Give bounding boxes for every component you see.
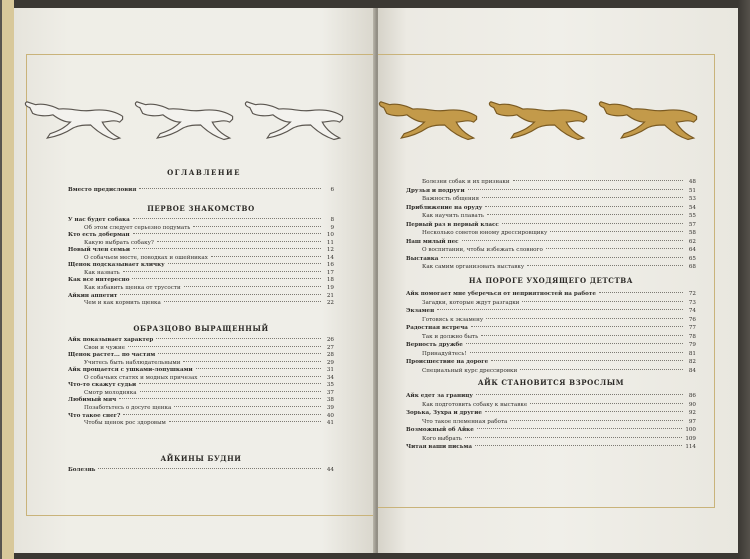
dot-leader <box>200 375 321 377</box>
toc-entry-title: Как самим организовать выставку <box>422 264 525 270</box>
dot-leader <box>196 367 321 369</box>
toc-row <box>406 255 696 263</box>
toc-entry-title: Смотр молодняка <box>84 389 137 396</box>
dot-leader <box>520 368 683 370</box>
left-page <box>14 8 376 553</box>
dot-leader <box>487 213 683 215</box>
dot-leader <box>128 345 321 347</box>
toc-entry-page: 16 <box>326 262 334 269</box>
dot-leader <box>132 277 321 279</box>
toc-row <box>422 350 696 358</box>
dot-leader <box>550 230 683 232</box>
toc-entry-page: 12 <box>326 247 334 254</box>
dot-leader <box>123 270 321 272</box>
dot-leader <box>157 240 321 242</box>
dot-leader <box>123 413 321 415</box>
toc-row <box>406 324 696 332</box>
dot-leader <box>133 232 321 234</box>
toc-entry-page: 77 <box>688 325 696 331</box>
toc-entry-title: Происшествие на дороге <box>406 359 489 365</box>
toc-entry-page: 17 <box>326 269 334 276</box>
dot-leader <box>462 239 683 241</box>
dot-leader <box>522 300 683 302</box>
toc-entry-title: Радостная встреча <box>406 325 468 331</box>
toc-entry-title: Новый член семьи <box>68 247 131 254</box>
dot-leader <box>139 187 321 189</box>
toc-entry-page: 57 <box>688 221 696 228</box>
toc-entry-page: 31 <box>326 367 334 374</box>
toc-entry-page: 11 <box>326 239 334 246</box>
dot-leader <box>441 256 683 258</box>
toc-entry-title: Несколько советов юному дрессировщику <box>422 230 548 236</box>
toc-entry-title: О воспитании, чтобы избежать словного <box>422 247 543 253</box>
toc-entry-title: Так и должно быть <box>422 333 479 340</box>
toc-row <box>406 358 696 366</box>
toc-entry-title: Чем и как кормить щенка <box>84 300 161 307</box>
toc-entry-page: 19 <box>326 284 334 291</box>
toc-entry-title: Важность общения <box>422 196 479 202</box>
toc-entry-page: 22 <box>326 300 334 307</box>
toc-row <box>422 246 696 254</box>
toc-entry-title: Кто есть доберман <box>68 232 130 239</box>
toc-row <box>84 419 334 427</box>
toc-entry-title: Зорька, Зухра и другие <box>406 410 482 416</box>
toc-title: ОГЛАВЛЕНИЕ <box>167 168 241 177</box>
dot-leader <box>465 436 683 438</box>
toc-entry-title: Об этом следует серьезно подумать <box>84 224 191 231</box>
dot-leader <box>174 405 321 407</box>
greyhound-frieze-right <box>378 90 738 142</box>
toc-entry-title: Айк помогает мне уберечься от неприятностей на работе <box>406 291 596 297</box>
toc-entry-title: Айк прощается с ушками-лопушками <box>68 367 193 374</box>
toc-entry-page: 86 <box>688 393 696 399</box>
toc-row <box>422 333 696 341</box>
dot-leader <box>485 410 683 412</box>
greyhound-right-3 <box>599 102 696 140</box>
dot-leader <box>168 262 321 264</box>
toc-entry-page: 10 <box>326 232 334 239</box>
toc-entry-title: Экзамен <box>406 308 435 314</box>
dot-leader <box>475 444 682 446</box>
toc-entry-page: 34 <box>326 374 334 381</box>
toc-entry-page: 62 <box>688 238 696 245</box>
toc-entry-title: Что такое снег? <box>68 412 121 419</box>
toc-entry-title: Друзья и подруги <box>406 187 465 194</box>
toc-entry-page: 27 <box>326 344 334 351</box>
toc-entry-page: 26 <box>326 337 334 343</box>
toc-entry-page: 54 <box>688 204 696 211</box>
toc-entry-page: 9 <box>330 224 334 231</box>
toc-row <box>422 229 696 237</box>
dot-leader <box>211 255 321 257</box>
toc-entry-page: 78 <box>688 333 696 340</box>
toc-section-heading: ПЕРВОЕ ЗНАКОМСТВО <box>147 204 255 213</box>
toc-entry-title: Вместо предисловия <box>68 187 137 193</box>
dot-leader <box>527 264 683 266</box>
toc-entry-title: Первый раз в первый класс <box>406 221 499 228</box>
toc-entry-page: 92 <box>688 410 696 416</box>
dot-leader <box>169 420 321 422</box>
toc-entry-title: Выставка <box>406 255 439 262</box>
toc-entry-page: 84 <box>688 367 696 374</box>
dot-leader <box>546 247 683 249</box>
toc-row <box>406 307 696 315</box>
greyhound-right-2 <box>489 102 586 140</box>
book-cover-edge <box>2 0 14 559</box>
toc-entry-page: 21 <box>326 292 334 299</box>
toc-entry-page: 8 <box>330 217 334 223</box>
toc-entry-title: Как подготовить собаку к выставке <box>422 401 528 408</box>
dot-leader <box>477 427 683 429</box>
toc-entry-title: Щенок подсказывает кличку <box>68 262 165 269</box>
toc-row <box>68 466 334 474</box>
toc-entry-title: Возможный об Айке <box>406 427 474 433</box>
toc-entry-title: Болезни собак и их признаки <box>422 179 510 185</box>
dot-leader <box>599 291 683 293</box>
toc-entry-page: 109 <box>685 435 696 442</box>
dot-leader <box>164 300 321 302</box>
toc-entry-page: 28 <box>326 352 334 359</box>
dot-leader <box>437 308 683 310</box>
toc-entry-page: 51 <box>688 187 696 194</box>
toc-row <box>422 299 696 307</box>
toc-row <box>422 263 696 271</box>
toc-entry-title: Загадки, которые ждут разгадки <box>422 299 520 306</box>
toc-section-heading: НА ПОРОГЕ УХОДЯЩЕГО ДЕТСТВА <box>468 276 634 285</box>
toc-section-heading: ОБРАЗЦОВО ВЫРАЩЕННЫЙ <box>133 324 269 333</box>
toc-entry-title: Болезнь <box>68 467 96 473</box>
dot-leader <box>139 382 321 384</box>
toc-entry-page: 58 <box>688 230 696 236</box>
toc-row <box>84 299 334 307</box>
toc-entry-page: 82 <box>688 359 696 365</box>
toc-row <box>422 435 696 443</box>
dot-leader <box>158 352 321 354</box>
toc-entry-page: 65 <box>688 255 696 262</box>
toc-entry-page: 29 <box>326 359 334 366</box>
toc-row <box>422 178 696 186</box>
toc-section-heading: АЙКИНЫ БУДНИ <box>160 454 242 463</box>
toc-entry-title: Свои и чужие <box>84 344 125 351</box>
dot-leader <box>183 360 321 362</box>
toc-entry-page: 53 <box>688 196 696 202</box>
toc-entry-page: 64 <box>688 247 696 253</box>
toc-row <box>422 212 696 220</box>
toc-entry-title: Чтобы щенок рос здоровым <box>84 420 166 427</box>
dot-leader <box>140 390 321 392</box>
toc-entry-page: 38 <box>326 397 334 404</box>
dot-leader <box>156 337 321 339</box>
dot-leader <box>476 393 683 395</box>
dot-leader <box>468 188 683 190</box>
toc-section-heading: АЙК СТАНОВИТСЯ ВЗРОСЛЫМ <box>477 378 625 387</box>
toc-entry-title: Какую выбрать собаку? <box>84 239 154 246</box>
toc-row <box>422 316 696 324</box>
toc-entry-title: Как научить плавать <box>422 213 484 219</box>
dot-leader <box>486 317 683 319</box>
dot-leader <box>133 217 321 219</box>
toc-entry-page: 35 <box>326 382 334 389</box>
toc-entry-page: 76 <box>688 316 696 323</box>
greyhound-left-2 <box>135 102 232 140</box>
dot-leader <box>470 351 683 353</box>
dot-leader <box>485 205 683 207</box>
toc-entry-page: 97 <box>688 418 696 425</box>
toc-entry-page: 48 <box>688 179 696 185</box>
toc-entry-title: Приближение на оруду <box>406 204 483 211</box>
toc-entry-title: Как назвать <box>84 269 120 276</box>
toc-entry-title: О собачьих статях и модных причезах <box>84 374 198 381</box>
toc-entry-page: 73 <box>688 299 696 306</box>
toc-entry-title: Специальный курс дрессировки <box>422 367 518 374</box>
toc-entry-title: Наш милый пес <box>406 238 459 245</box>
toc-entry-page: 68 <box>688 264 696 270</box>
toc-row <box>406 221 696 229</box>
toc-row <box>406 204 696 212</box>
toc-entry-title: Что такое племенная работа <box>422 418 508 425</box>
toc-entry-title: Принадуйтесь! <box>422 350 467 357</box>
toc-entry-title: О собачьем месте, поводках и ошейниках <box>84 254 208 261</box>
dot-leader <box>510 419 683 421</box>
toc-preface-row <box>68 186 334 194</box>
toc-entry-page: 6 <box>330 187 334 193</box>
toc-entry-page: 55 <box>688 213 696 219</box>
toc-entry-title: Как все интересно <box>68 277 130 284</box>
toc-entry-title: Как избавить щенка от трусости <box>84 284 181 291</box>
toc-row <box>406 187 696 195</box>
toc-row <box>422 367 696 375</box>
dot-leader <box>502 222 683 224</box>
right-page <box>378 8 738 553</box>
toc-row <box>406 443 696 451</box>
toc-row <box>406 238 696 246</box>
toc-entry-title: Айк едет за границу <box>406 393 474 399</box>
toc-entry-title: Айк показывает характер <box>68 337 154 343</box>
dot-leader <box>482 196 683 198</box>
toc-row <box>406 341 696 349</box>
toc-entry-page: 37 <box>326 389 334 396</box>
toc-row <box>406 392 696 400</box>
dot-leader <box>184 285 321 287</box>
toc-entry-title: Что-то скажут судьи <box>68 382 137 389</box>
toc-entry-title: Готовясь к экзамену <box>422 316 484 323</box>
toc-entry-page: 79 <box>688 342 696 348</box>
toc-entry-page: 72 <box>688 291 696 297</box>
toc-row <box>422 401 696 409</box>
toc-entry-page: 44 <box>326 467 334 473</box>
toc-row <box>422 418 696 426</box>
dot-leader <box>513 179 683 181</box>
toc-entry-page: 40 <box>326 412 334 419</box>
toc-entry-title: У нас будет собака <box>68 217 130 223</box>
toc-entry-page: 18 <box>326 277 334 284</box>
greyhound-right-1 <box>379 102 476 140</box>
dot-leader <box>466 342 683 344</box>
greyhound-left-1 <box>25 102 122 140</box>
toc-entry-page: 114 <box>685 444 696 450</box>
toc-entry-title: Любимый мяч <box>68 397 117 404</box>
toc-row <box>406 290 696 298</box>
dot-leader <box>119 397 321 399</box>
toc-row <box>422 195 696 203</box>
toc-entry-page: 81 <box>688 350 696 357</box>
toc-entry-page: 14 <box>326 254 334 261</box>
toc-row <box>406 409 696 417</box>
dot-leader <box>98 467 321 469</box>
dot-leader <box>471 325 683 327</box>
toc-entry-title: Кого выбрать <box>422 435 462 442</box>
toc-entry-title: Щенок растет... по частям <box>68 352 156 359</box>
toc-entry-title: Читая ваши письма <box>406 444 472 450</box>
dot-leader <box>120 293 321 295</box>
toc-entry-page: 100 <box>685 427 696 433</box>
toc-entry-title: Айкин аппетит <box>68 292 118 299</box>
toc-entry-title: Позаботьтесь о досуге щенка <box>84 404 172 411</box>
toc-entry-page: 39 <box>326 404 334 411</box>
dot-leader <box>193 225 321 227</box>
dot-leader <box>481 334 683 336</box>
toc-entry-title: Верность дружбе <box>406 342 463 348</box>
toc-entry-page: 74 <box>688 308 696 314</box>
greyhound-frieze-left <box>14 90 376 142</box>
toc-entry-page: 41 <box>326 420 334 427</box>
toc-entry-page: 90 <box>688 401 696 408</box>
dot-leader <box>491 359 683 361</box>
dot-leader <box>530 402 683 404</box>
dot-leader <box>133 247 321 249</box>
greyhound-left-3 <box>245 102 342 140</box>
toc-entry-title: Учитесь быть наблюдательными <box>84 359 181 366</box>
toc-row <box>406 426 696 434</box>
